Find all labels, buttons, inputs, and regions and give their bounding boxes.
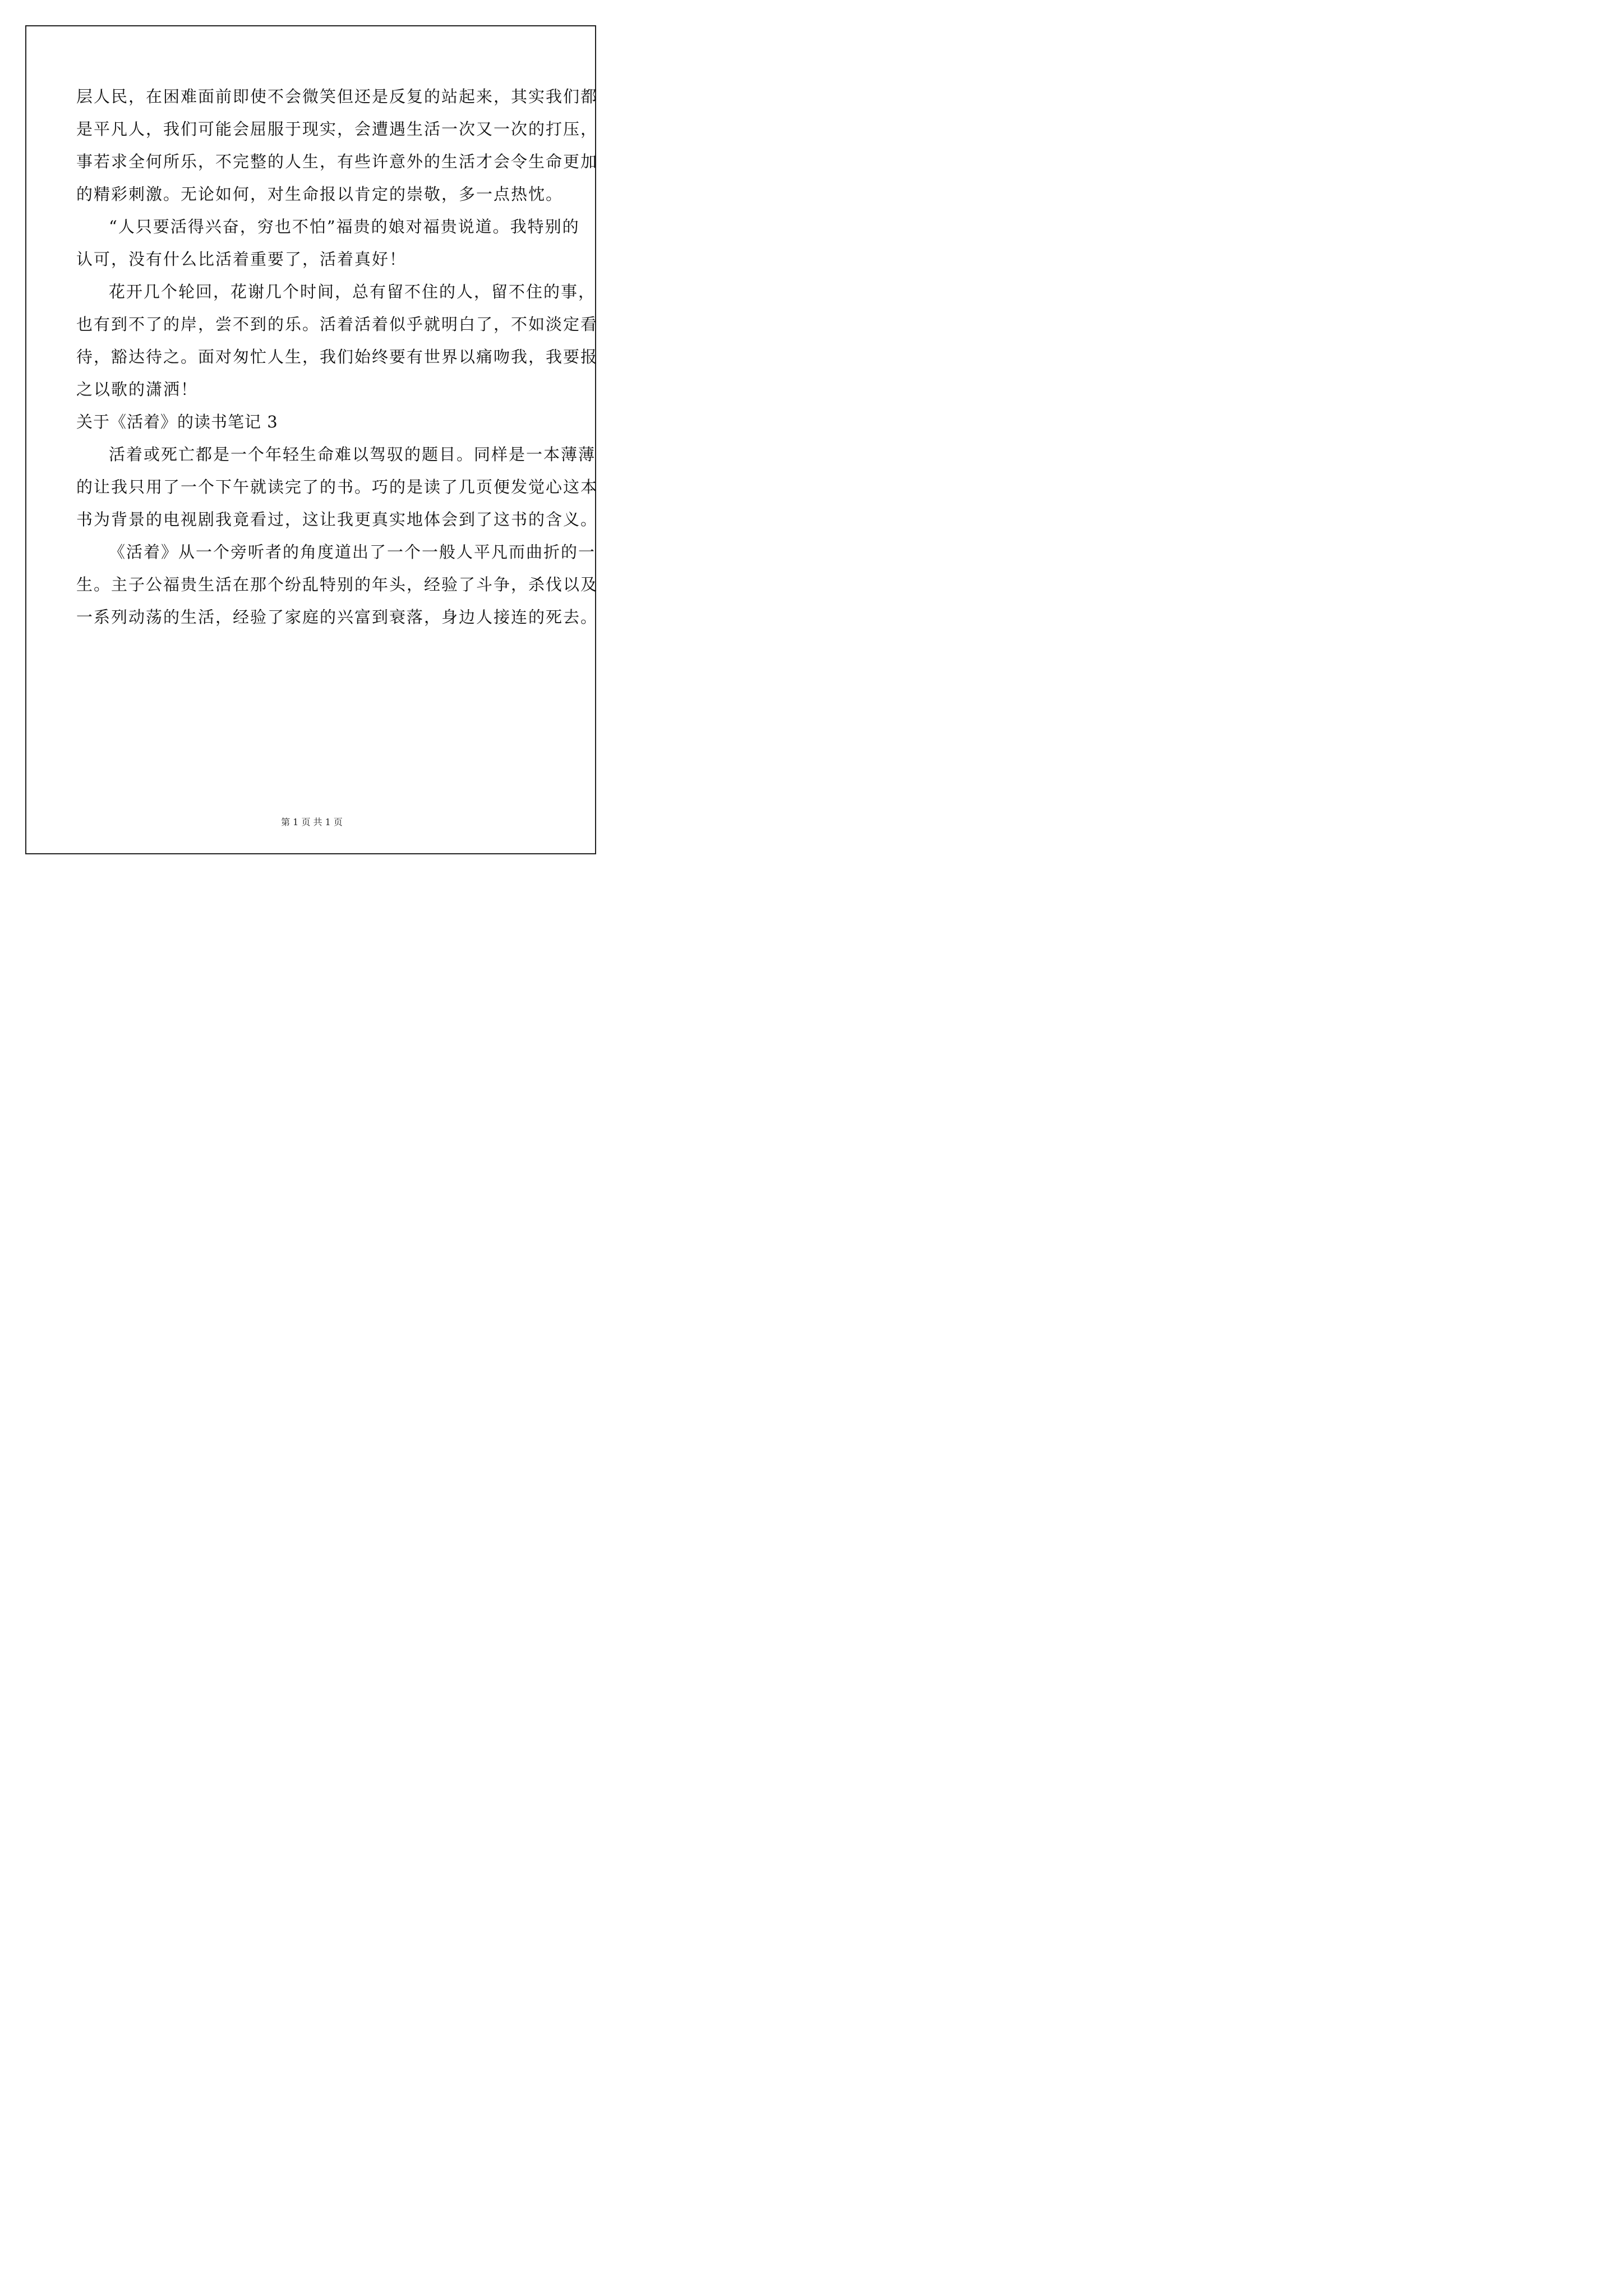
text-line-8: 也有到不了的岸，尝不到的乐。活着活着似乎就明白了，不如淡定看 (76, 315, 598, 334)
document-body (76, 80, 598, 633)
text-line-5: “人只要活得兴奋，穷也不怕”福贵的娘对福贵说道。我特别的 (109, 217, 580, 236)
text-line-2: 是平凡人，我们可能会屈服于现实，会遭遇生活一次又一次的打压， (76, 119, 598, 139)
text-line-16: 生。主子公福贵生活在那个纷乱特别的年头，经验了斗争，杀伐以及 (76, 575, 598, 594)
text-line-9: 待，豁达待之。面对匆忙人生，我们始终要有世界以痛吻我，我要报 (76, 347, 598, 366)
text-line-13: 的让我只用了一个下午就读完了的书。巧的是读了几页便发觉心这本 (76, 477, 598, 496)
text-line-4: 的精彩刺激。无论如何，对生命报以肯定的崇敬，多一点热忱。 (76, 185, 564, 204)
section-heading: 关于《活着》的读书笔记 3 (76, 412, 278, 431)
text-line-1: 层人民，在困难面前即使不会微笑但还是反复的站起来，其实我们都 (76, 87, 598, 106)
text-line-3: 事若求全何所乐，不完整的人生，有些许意外的生活才会令生命更加 (76, 152, 598, 171)
text-line-14: 书为背景的电视剧我竟看过，这让我更真实地体会到了这书的含义。 (76, 510, 598, 529)
text-line-6: 认可，没有什么比活着重要了，活着真好！ (76, 250, 407, 269)
page-footer-indicator: 第 1 页 共 1 页 (281, 817, 343, 827)
text-line-15: 《活着》从一个旁听者的角度道出了一个一般人平凡而曲折的一 (109, 542, 596, 562)
text-line-12: 活着或死亡都是一个年轻生命难以驾驭的题目。同样是一本薄薄 (109, 445, 596, 464)
text-line-10: 之以歌的潇洒！ (76, 380, 199, 399)
text-line-17: 一系列动荡的生活，经验了家庭的兴富到衰落，身边人接连的死去。 (76, 608, 598, 627)
text-line-7: 花开几个轮回，花谢几个时间，总有留不住的人，留不住的事， (109, 282, 596, 301)
